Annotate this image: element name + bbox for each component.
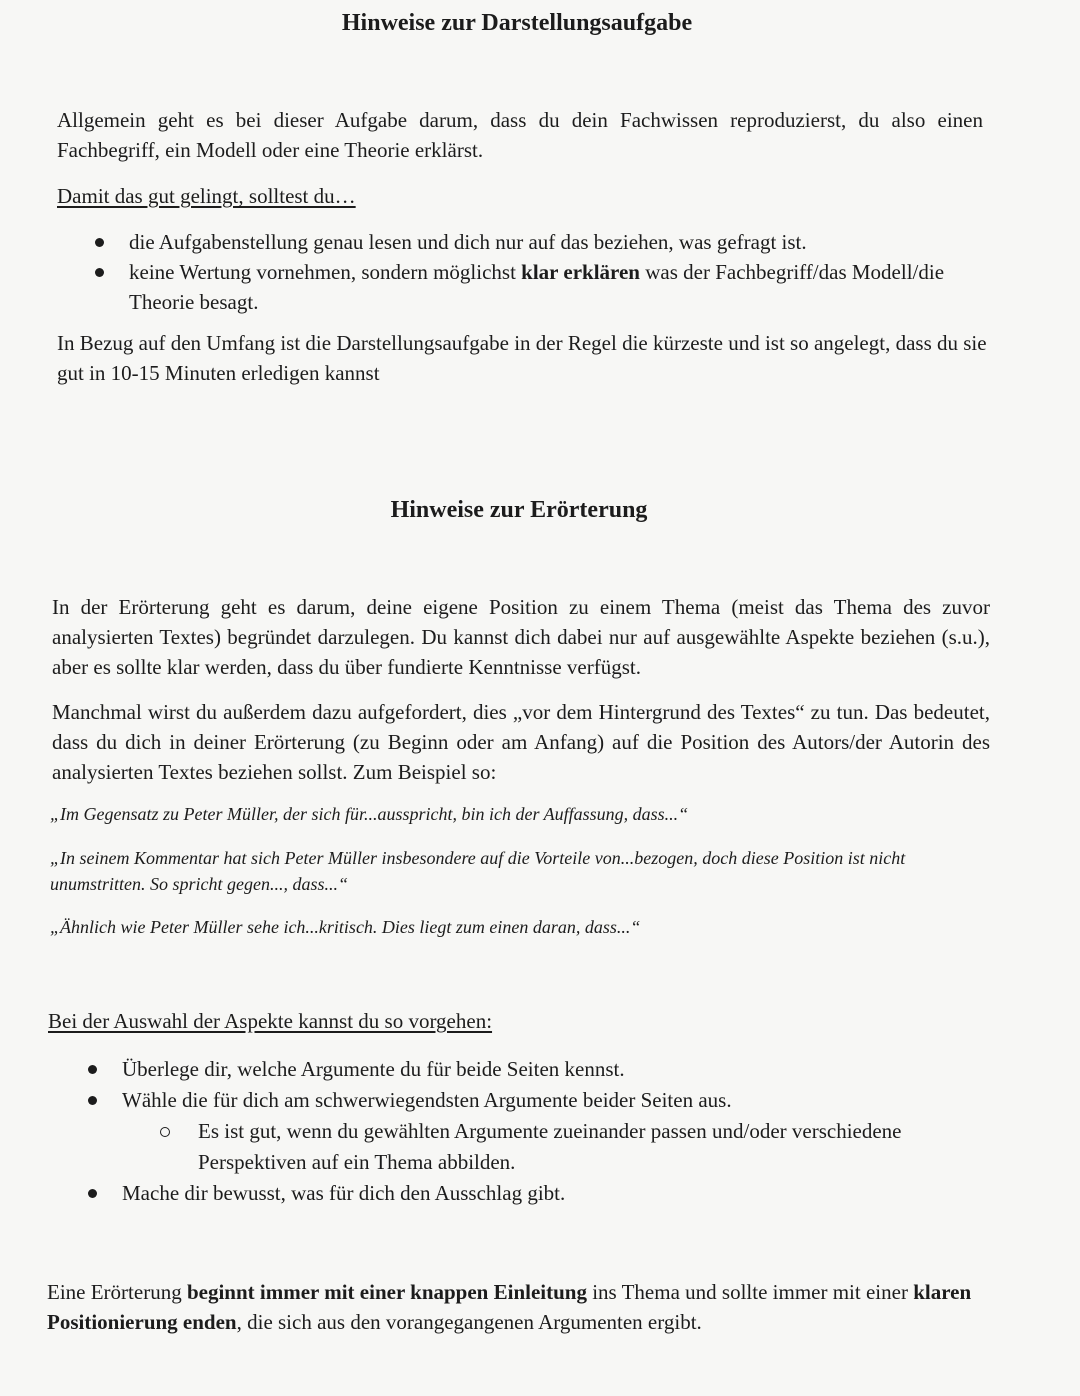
section-title-eroerterung: Hinweise zur Erörterung	[390, 497, 648, 523]
list-item	[50, 1085, 990, 1116]
bullet-text: Es ist gut, wenn du gewählten Argumente zueinander passen und/oder verschiedene Perspektiven auf ein Thema abbilden.	[198, 1119, 902, 1174]
bullet-dot-icon	[88, 1189, 97, 1198]
darstellung-intro: Allgemein geht es bei dieser Aufgabe darum, dass du dein Fachwissen reproduzierst, du also einen Fachbegriff, ein Modell oder eine Theorie erklärst.	[57, 108, 983, 162]
bullet-dot-icon	[88, 1096, 97, 1105]
conclusion-bold-2: klaren Positionierung enden	[47, 1280, 972, 1334]
eroerterung-bullet-list	[50, 1054, 990, 1209]
list-item-sub	[50, 1116, 990, 1178]
example-quote-1: „Im Gegensatz zu Peter Müller, der sich für...ausspricht, bin ich der Auffassung, dass...“	[50, 804, 689, 824]
bullet-text: Wähle die für dich am schwerwiegendsten Argumente beider Seiten aus.	[122, 1088, 732, 1112]
section-title-darstellungsaufgabe: Hinweise zur Darstellungsaufgabe	[341, 10, 693, 36]
list-item	[57, 227, 957, 257]
darstellung-bullet-list	[57, 227, 957, 317]
eroerterung-para1: In der Erörterung geht es darum, deine eigene Position zu einem Thema (meist das Thema des zuvor analysierten Textes) begründet darzulegen. Du kannst dich dabei nur auf ausgewählte Aspekte beziehen (s.u.), aber es sollte klar werden, dass du über fundierte Kenntnisse verfügst.	[52, 595, 990, 679]
conclusion-part-1: Eine Erörterung	[47, 1280, 187, 1304]
conclusion-part-5: , die sich aus den vorangegangenen Argumenten ergibt.	[236, 1310, 702, 1334]
conclusion-part-3: ins Thema und sollte immer mit einer	[586, 1280, 914, 1304]
bullet-text: Überlege dir, welche Argumente du für beide Seiten kennst.	[122, 1057, 625, 1081]
bullet-dot-icon	[95, 238, 104, 247]
darstellung-scope: In Bezug auf den Umfang ist die Darstellungsaufgabe in der Regel die kürzeste und ist so angelegt, dass du sie gut in 10-15 Minuten erledigen kannst	[57, 331, 987, 385]
darstellung-lead: Damit das gut gelingt, solltest du…	[57, 184, 356, 208]
list-item	[50, 1054, 990, 1085]
list-item	[57, 257, 957, 317]
bullet-text-pre: keine Wertung vornehmen, sondern möglichst	[129, 260, 522, 284]
example-quote-2: „In seinem Kommentar hat sich Peter Müller insbesondere auf die Vorteile von...bezogen, doch diese Position ist nicht unumstritten. So spricht gegen..., dass...“	[50, 848, 906, 894]
bullet-dot-icon	[88, 1065, 97, 1074]
eroerterung-conclusion	[47, 1277, 1015, 1337]
bullet-text: die Aufgabenstellung genau lesen und dich nur auf das beziehen, was gefragt ist.	[129, 230, 807, 254]
conclusion-bold-1: beginnt immer mit einer knappen Einleitung	[186, 1280, 587, 1304]
example-quote-3: „Ähnlich wie Peter Müller sehe ich...kritisch. Dies liegt zum einen daran, dass...“	[50, 917, 641, 937]
eroerterung-para2: Manchmal wirst du außerdem dazu aufgefordert, dies „vor dem Hintergrund des Textes“ zu tun. Das bedeutet, dass du dich in deiner Erörterung (zu Beginn oder am Anfang) auf die Position des Autors/der Autorin des analysierten Textes beziehen sollst. Zum Beispiel so:	[52, 700, 990, 784]
bullet-dot-icon	[95, 268, 104, 277]
list-item	[50, 1178, 990, 1209]
bullet-text-post: was der Fachbegriff/das Modell/die Theorie besagt.	[129, 260, 945, 314]
bullet-text: Mache dir bewusst, was für dich den Ausschlag gibt.	[122, 1181, 566, 1205]
bullet-circle-icon	[160, 1127, 170, 1137]
eroerterung-lead: Bei der Auswahl der Aspekte kannst du so vorgehen:	[48, 1009, 493, 1033]
bullet-text-bold: klar erklären	[521, 260, 640, 284]
